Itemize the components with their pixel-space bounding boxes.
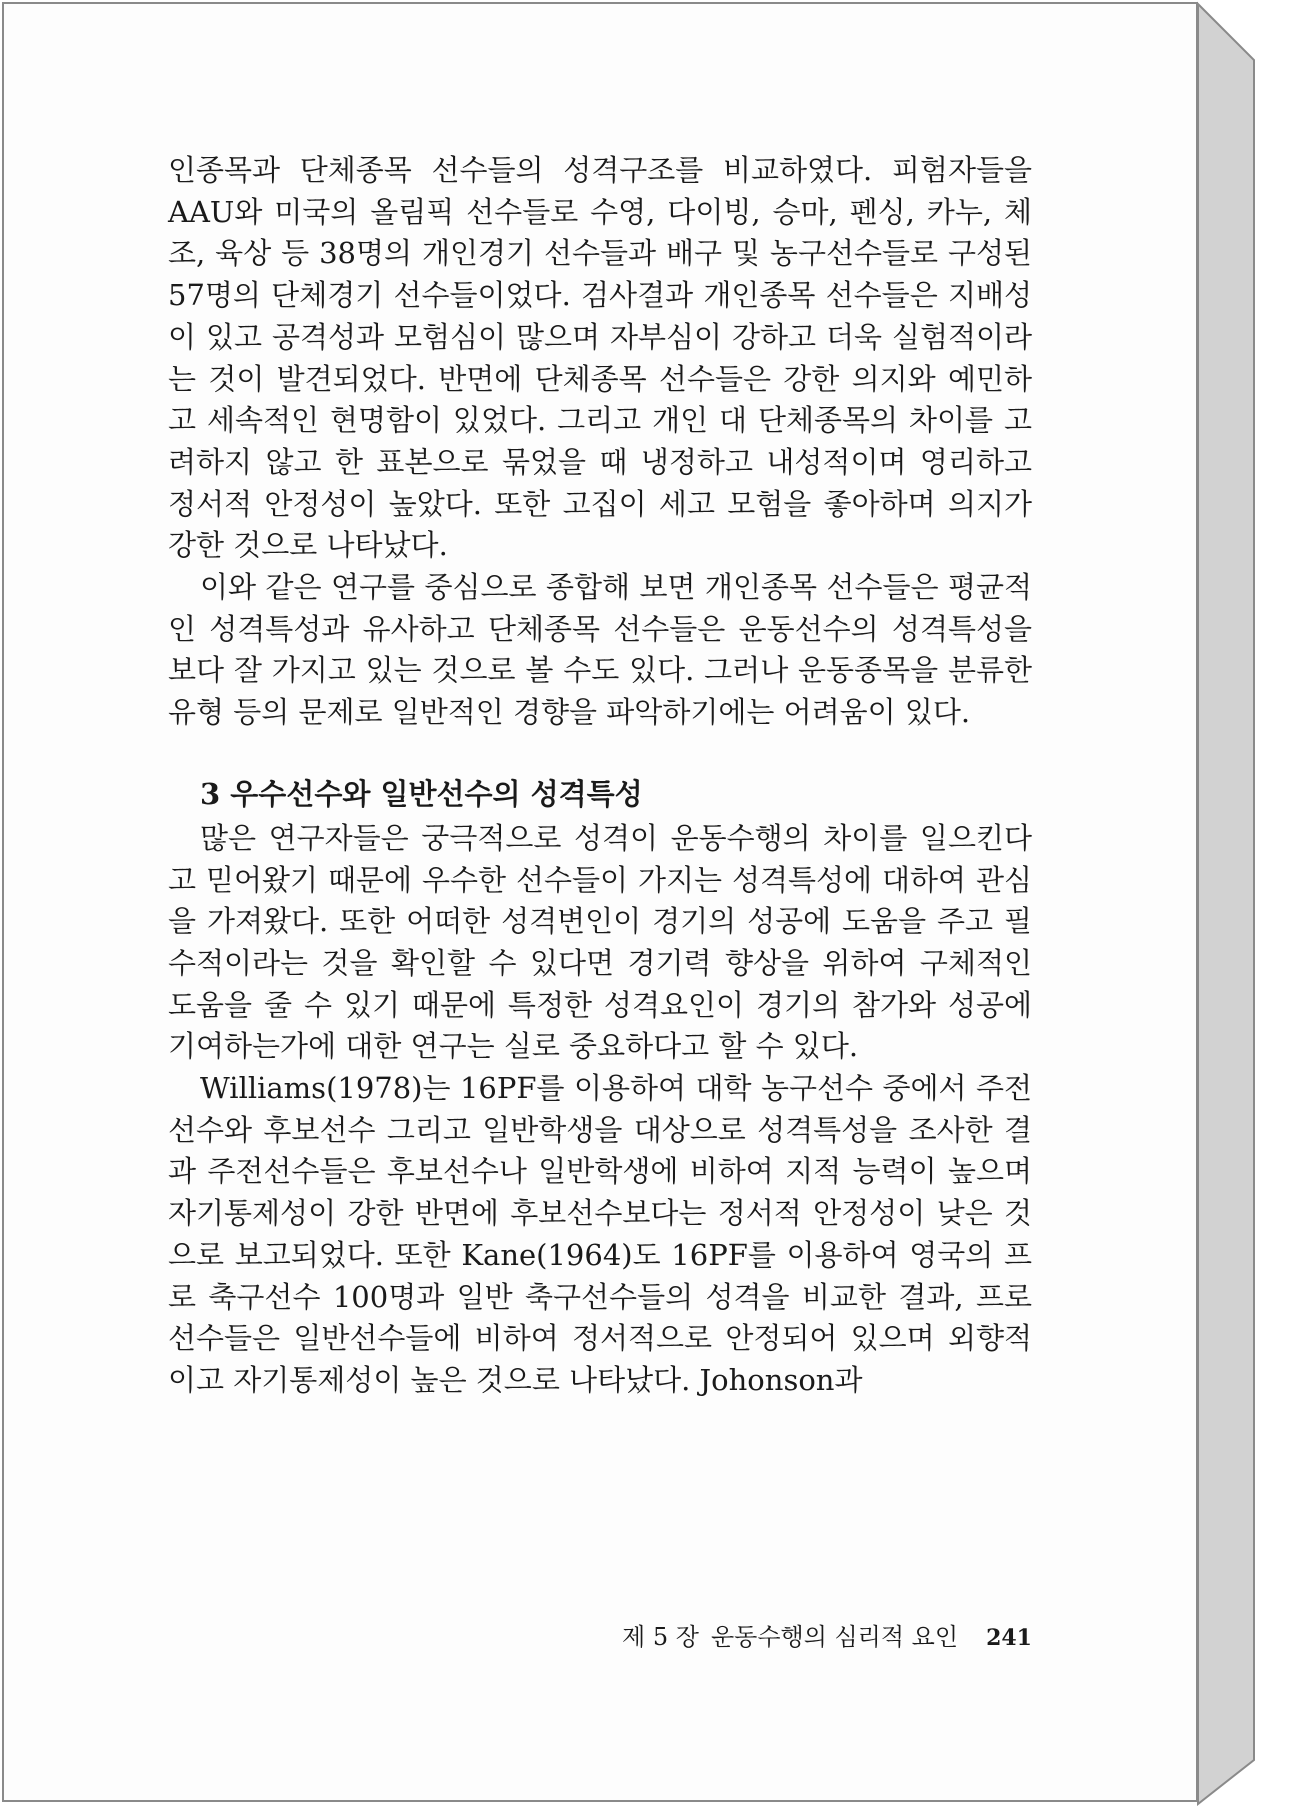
footer-chapter-title: 운동수행의 심리적 요인 (710, 1623, 959, 1651)
footer-chapter: 제 5 장 (622, 1623, 699, 1651)
running-footer (600, 1617, 1032, 1652)
section-heading: 3 우수선수와 일반선수의 성격특성 (200, 776, 643, 811)
paragraph-summary: 이와 같은 연구를 중심으로 종합해 보면 개인종목 선수들은 평균적인 성격특성과 유사하고 단체종목 선수들은 운동선수의 성격특성을 보다 잘 가지고 있는 것으로 볼 수도 있다. 그러나 운동종목을 분류한 유형 등의 문제로 일반적인 경향을 파악하기에는 어려움이 있다. (168, 570, 1032, 730)
section-paragraph: Williams(1978)는 16PF를 이용하여 대학 농구선수 중에서 주전선수와 후보선수 그리고 일반학생을 대상으로 성격특성을 조사한 결과 주전선수들은 후보선수나 일반학생에 비하여 지적 능력이 높으며 자기통제성이 강한 반면에 후보선수보다는 정서적 안정성이 낮은 것으로 보고되었다. 또한 Kane(1964)도 16PF를 이용하여 영국의 프로 축구선수 100명과 일반 축구선수들의 성격을 비교한 결과, 프로선수들은 일반선수들에 비하여 정서적으로 안정되어 있으며 외향적이고 자기통제성이 높은 것으로 나타났다. Johonson과 (168, 1071, 1032, 1397)
section-paragraph: 많은 연구자들은 궁극적으로 성격이 운동수행의 차이를 일으킨다고 믿어왔기 때문에 우수한 선수들이 가지는 성격특성에 대하여 관심을 가져왔다. 또한 어떠한 성격변인이 경기의 성공에 도움을 주고 필수적이라는 것을 확인할 수 있다면 경기력 향상을 위하여 구체적인 도움을 줄 수 있기 때문에 특정한 성격요인이 경기의 참가와 성공에 기여하는가에 대한 연구는 실로 중요하다고 할 수 있다. (168, 820, 1032, 1064)
paragraph-continued: 인종목과 단체종목 선수들의 성격구조를 비교하였다. 피험자들을 AAU와 미국의 올림픽 선수들로 수영, 다이빙, 승마, 펜싱, 카누, 체조, 육상 등 38명의 개인경기 선수들과 배구 및 농구선수들로 구성된 57명의 단체경기 선수들이었다. 검사결과 개인종목 선수들은 지배성이 있고 공격성과 모험심이 많으며 자부심이 강하고 더욱 실험적이라는 것이 발견되었다. 반면에 단체종목 선수들은 강한 의지와 예민하고 세속적인 현명함이 있었다. 그리고 개인 대 단체종목의 차이를 고려하지 않고 한 표본으로 묶었을 때 냉정하고 내성적이며 영리하고 정서적 안정성이 높았다. 또한 고집이 세고 모험을 좋아하며 의지가 강한 것으로 나타났다. (168, 153, 1032, 563)
page-body (168, 150, 1032, 1402)
page-number: 241 (986, 1625, 1032, 1651)
